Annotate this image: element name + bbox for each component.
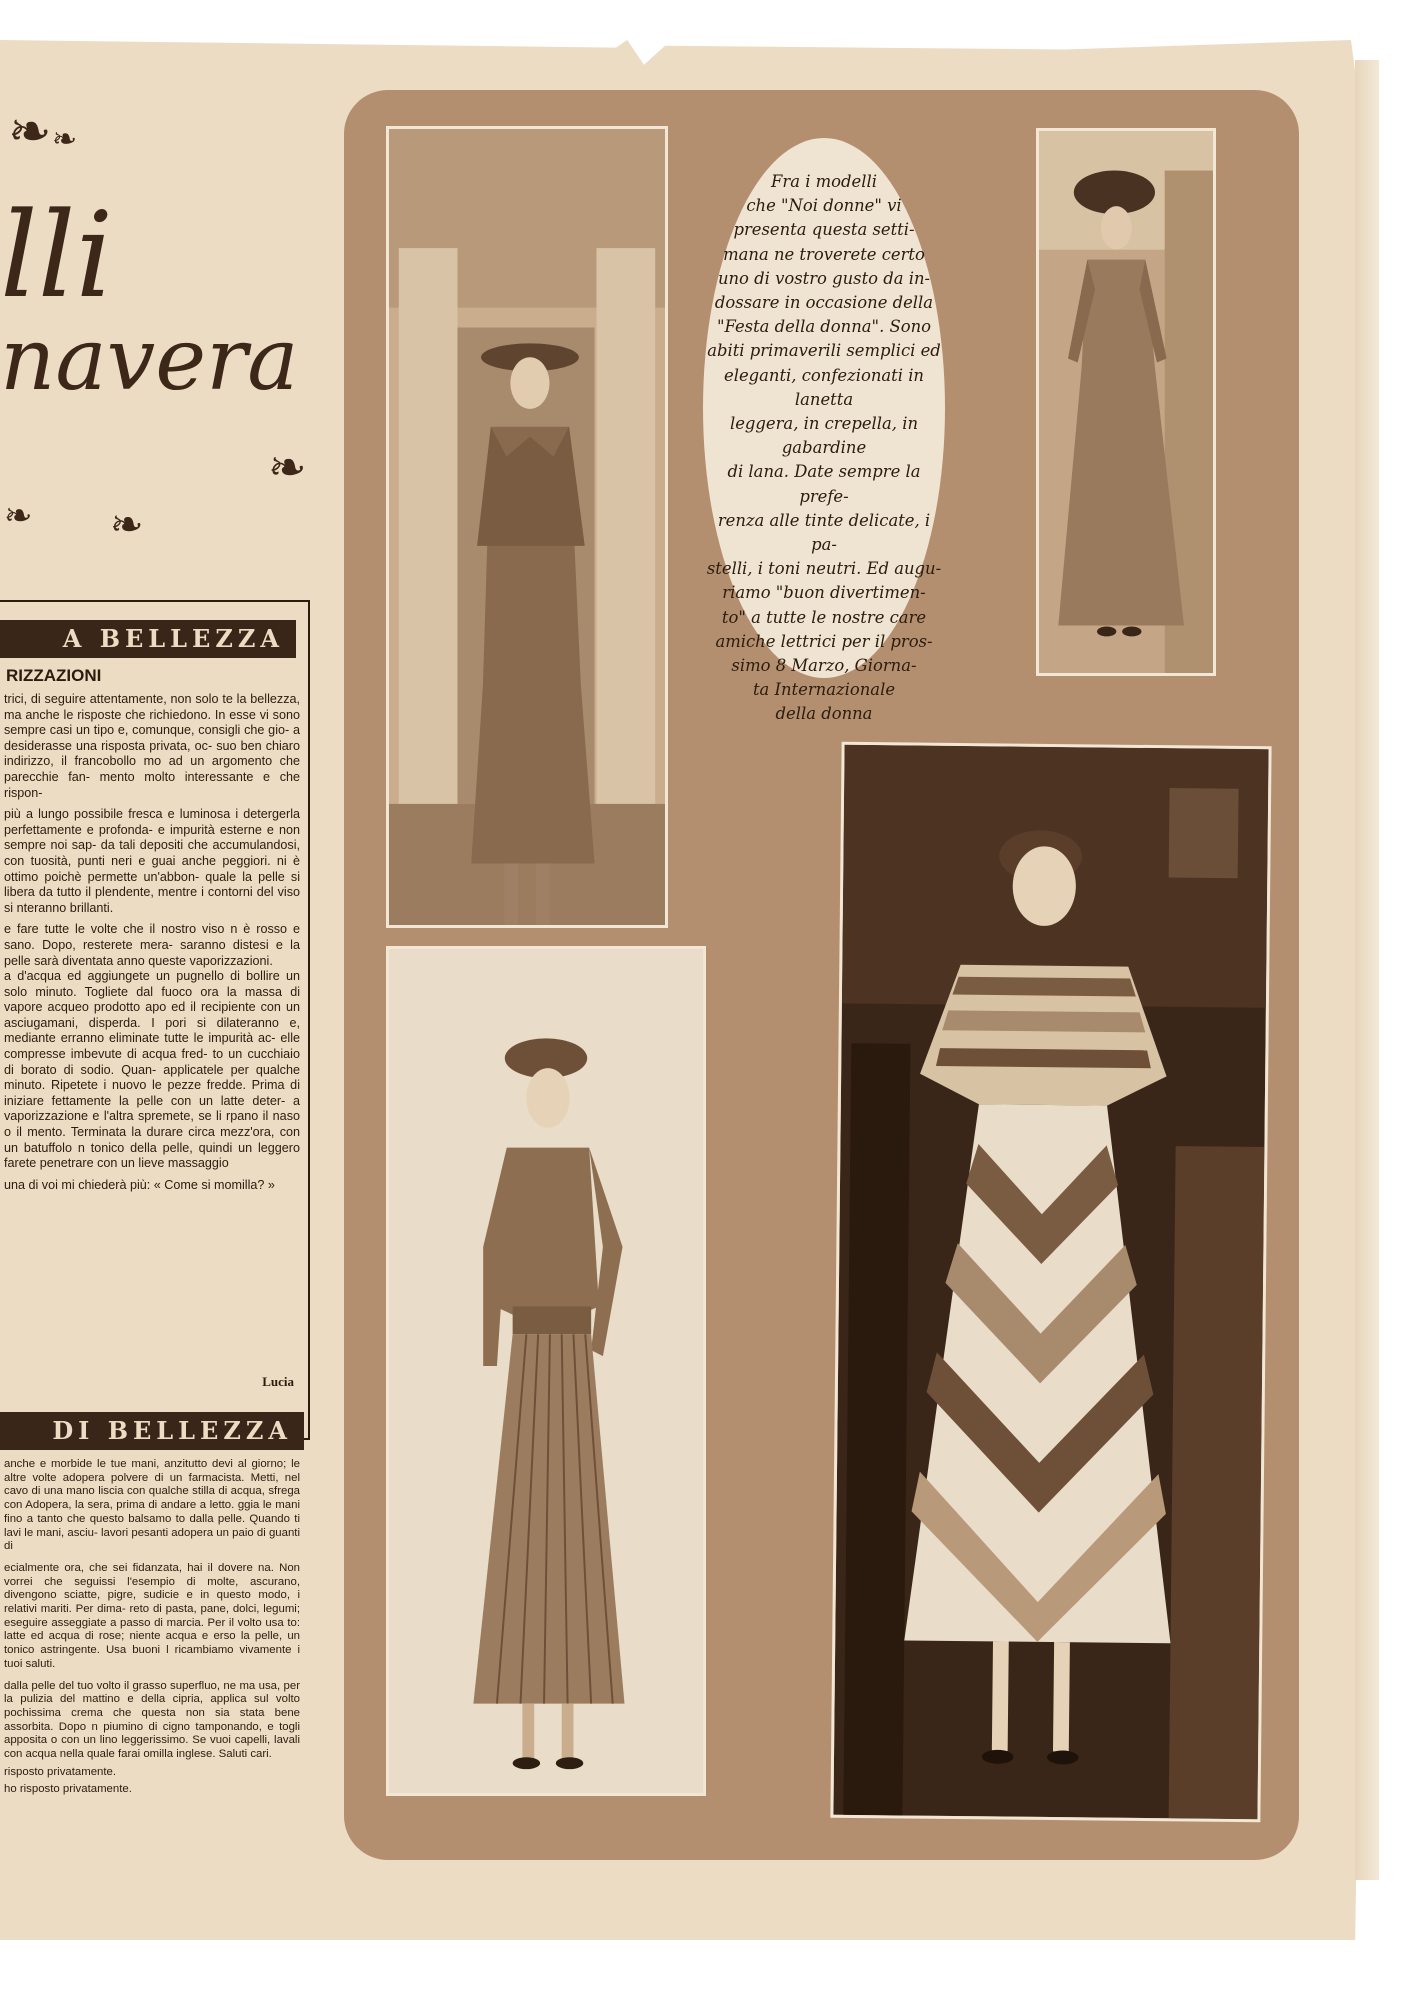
caption-line: to" a tutte le nostre care — [721, 607, 927, 627]
second-beauty-header: DI BELLEZZA — [0, 1412, 304, 1450]
article-paragraph: trici, di seguire attentamente, non solo te la bellezza, ma anche le risposte che richiedono. In esse vi sono sempre casi un tipo e, comunque, consigli che gio- a desiderasse una risposta privata, oc- suo ben chiaro indirizzo, il francobollo mo ad un argomento che parecchie fan- mento molto interessante e che rispon- — [4, 692, 300, 800]
fashion-photo-chevron — [830, 742, 1271, 1822]
caption-line: mana ne troverete certo — [723, 244, 925, 264]
page-fold-edge — [1355, 60, 1379, 1880]
fashion-photo-pinstripe — [386, 946, 706, 1796]
caption-line: "Festa della donna". Sono — [716, 317, 932, 337]
article-signature: Lucia — [262, 1374, 294, 1389]
caption-line: leggera, in crepella, in gabardine — [729, 414, 919, 458]
caption-line: di lana. Date sempre la prefe- — [727, 462, 921, 506]
swallow-icon: ❧ — [52, 122, 78, 157]
caption-line: dossare in occasione della — [714, 293, 934, 313]
title-line-1: lli — [0, 186, 114, 324]
answer-paragraph: dalla pelle del tuo volto il grasso superfluo, ne ma usa, per la pulizia del mattino e della cipria, applica sul volto pochissima crema che questa non sia stata bene assorbita. Dopo n piumino di cigno tamponando, e togli apposita o con un lino leggerissimo. Se vuoi capelli, lavali con acqua nella quale farai omilla inglese. Saluti cari. — [4, 1679, 300, 1761]
caption-line: ta Internazionale — [752, 680, 896, 700]
article-paragraph: e fare tutte le volte che il nostro viso n è rosso e sano. Dopo, resterete mera- saranno distesi e la pelle sarà diventata anno queste vaporizzazioni. — [4, 922, 300, 968]
caption-line: uno di vostro gusto da in- — [717, 268, 931, 288]
answer-paragraph: anche e morbide le tue mani, anzitutto devi al giorno; le altre volte adopera polvere di un farmacista. Metti, nel cavo di una mano liscia con qualche stilla di acqua, sfrega con Adopera, la sera, prima di andare a letto. ggia le mani fino a tanto che questo balsamo to dalla pelle. Quando ti lavi le mani, asciu- lavori pesanti adopera un paio di guanti di — [4, 1458, 300, 1553]
title-line-2: navera — [0, 310, 299, 410]
swallow-icon: ❧ — [4, 496, 33, 536]
caption-line: eleganti, confezionati in lanetta — [724, 365, 924, 409]
swallow-icon: ❧ — [110, 502, 144, 548]
left-column — [0, 40, 312, 1880]
swallow-icon: ❧ — [268, 440, 307, 494]
caption-line: renza alle tinte delicate, i pa- — [717, 510, 931, 555]
article-subhead: RIZZAZIONI — [6, 666, 102, 685]
caption-text — [703, 170, 945, 727]
caption-line: Fra i modelli — [771, 172, 877, 191]
caption-line: presenta questa setti- — [733, 220, 915, 240]
fashion-photo-wide-hat — [1036, 128, 1216, 676]
caption-line: abiti primaverili semplici ed — [707, 341, 941, 361]
caption-line: amiche lettrici per il pros- — [715, 631, 933, 651]
caption-line: simo 8 Marzo, Giorna- — [731, 656, 917, 676]
article-paragraph: a d'acqua ed aggiungete un pugnello di bollire un solo minuto. Togliete dal fuoco ora la massa di vapore acqueo prodotto apo ed il recipiente con un asciugamani, disperda. I pori si dilateranno e, mediante erranno eliminate tutte le impurità ac- elle compresse imbevute di acqua fred- to un cucchiaio di borato di sodio. Quan- applicatele per qualche minuto. Ripetete i nuovo le pezze fredde. Prima di iniziare fettamente la pelle con un latte deter- a vaporizzazione e l'altra spremete, se li rpano il naso o il mento. Terminata la durare circa mezz'ora, con un batuffolo n tonico della pelle, quindi un leggero farete penetrare con un lieve massaggio — [4, 969, 300, 1171]
swallow-icon: ❧ — [8, 102, 52, 162]
caption-line: che "Noi donne" vi — [746, 196, 902, 216]
fashion-photo-coat — [386, 126, 668, 928]
answer-paragraph: ho risposto privatamente. — [4, 1783, 132, 1796]
article-paragraph: più a lungo possibile fresca e luminosa i detergerla perfettamente e profonda- e impurità esterne e non sempre noi sap- da tali depositi che accumulandosi, con tuosità, punti neri e guai anche peggiori. ni è ottimo poichè permette un'abbon- quale la pelle si libera da tutto il plendente, mentre i contorni del viso si nteranno brillanti. — [4, 807, 300, 915]
beauty-answers-body — [4, 1458, 300, 1797]
answer-paragraph: risposto privatamente. — [4, 1765, 117, 1778]
caption-line: riamo "buon divertimen- — [722, 583, 926, 603]
answer-paragraph: ecialmente ora, che sei fidanzata, hai il dovere na. Non vorrei che seguissi l'esempio di molte, ascurano, divengono sciatte, pigre, sudicie e in questo modo, i relativi mariti. Per dima- reto di pasta, pane, dolci, legumi; eseguire asseggiate a passo di marcia. Per il volto usa to: latte ed acqua di rose; niente acqua e erso la pelle, un tonico astringente. Usa buoni l ricambiamo vivamente i tuoi saluti. — [4, 1561, 300, 1670]
article-paragraph: una di voi mi chiederà più: « Come si momilla? » — [4, 1177, 275, 1192]
caption-line: stelli, i toni neutri. Ed augu- — [706, 559, 942, 579]
caption-line: della donna — [775, 704, 873, 724]
beauty-article-body — [4, 692, 300, 1193]
beauty-header: A BELLEZZA — [0, 620, 296, 658]
